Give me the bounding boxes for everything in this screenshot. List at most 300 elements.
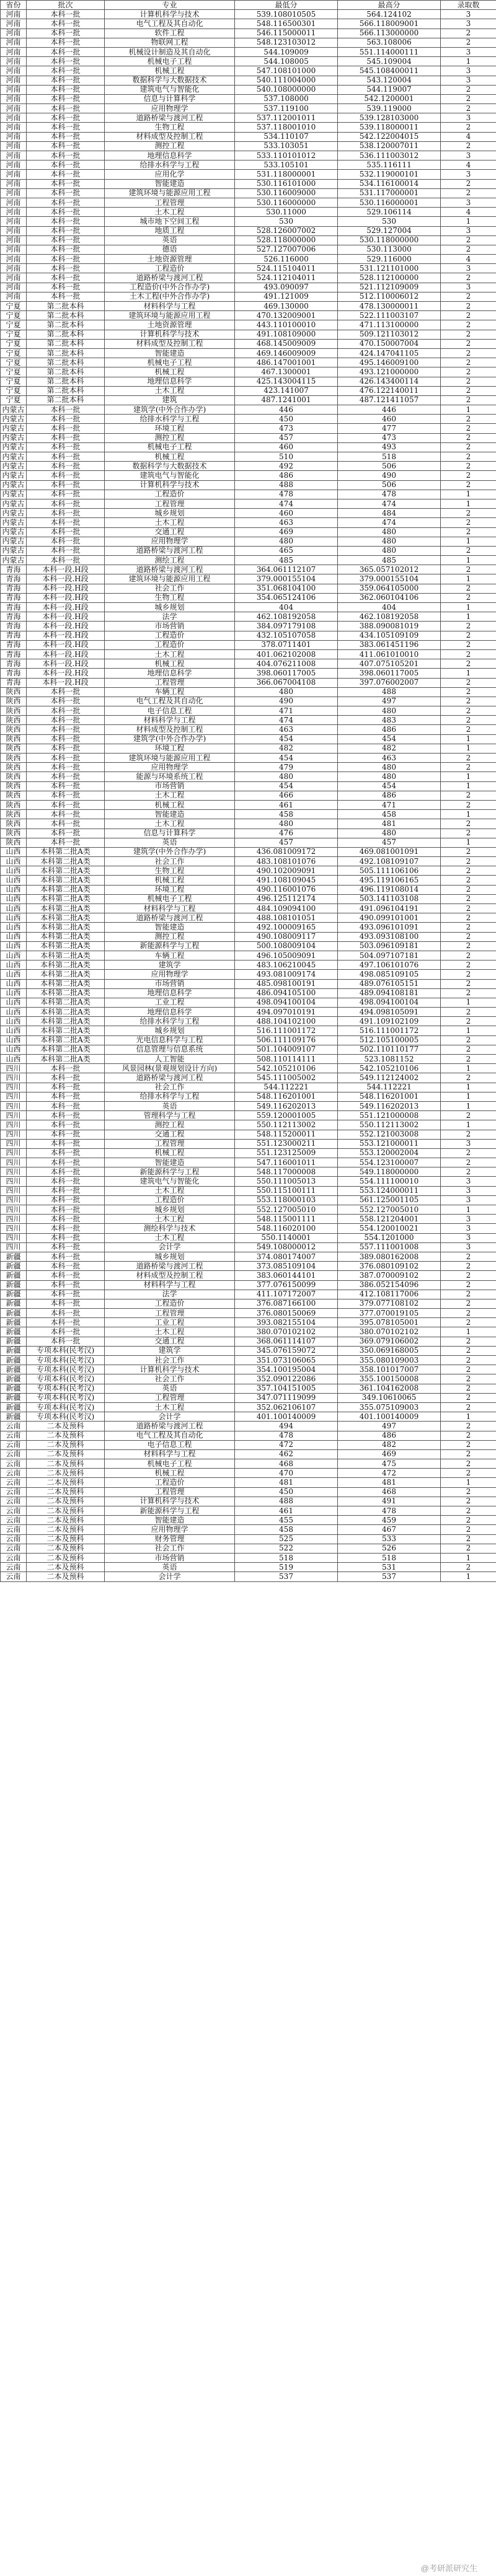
table-row [1, 283, 496, 292]
cell-major: 城乡规划 [105, 509, 235, 518]
cell-max-score: 355.080109003 [338, 1356, 441, 1365]
cell-batch: 二本及预科 [27, 1459, 105, 1469]
cell-min-score: 525 [235, 1534, 338, 1544]
cell-batch: 第二批本科 [27, 386, 105, 395]
cell-major: 工程造价 [105, 631, 235, 640]
cell-count: 2 [441, 358, 496, 367]
cell-province: 云南 [1, 1553, 27, 1562]
cell-province: 山西 [1, 923, 27, 932]
cell-batch: 二本及预科 [27, 1544, 105, 1553]
cell-max-score: 482 [338, 744, 441, 753]
cell-major: 材料科学与工程 [105, 1449, 235, 1459]
cell-max-score: 523.1081152 [338, 1055, 441, 1064]
cell-major: 土木工程 [105, 1186, 235, 1195]
cell-count: 2 [441, 1374, 496, 1384]
cell-min-score: 537.108000 [235, 94, 338, 103]
table-row [1, 377, 496, 386]
cell-count: 2 [441, 1422, 496, 1431]
table-row [1, 1525, 496, 1534]
cell-min-score: 540.108000000 [235, 85, 338, 94]
table-row [1, 1337, 496, 1346]
cell-major: 建筑环境与能源应用工程 [105, 311, 235, 320]
cell-province: 新疆 [1, 1412, 27, 1422]
cell-count: 2 [441, 1130, 496, 1139]
cell-batch: 本科第二批A类 [27, 1035, 105, 1045]
cell-batch: 本科一批 [27, 283, 105, 292]
cell-min-score: 368.061114107 [235, 1337, 338, 1346]
cell-batch: 本科一批 [27, 264, 105, 273]
cell-max-score: 551.114000111 [338, 47, 441, 56]
cell-max-score: 383.061451196 [338, 640, 441, 649]
cell-batch: 本科第二批A类 [27, 857, 105, 866]
cell-major: 新能源科学与工程 [105, 1167, 235, 1177]
cell-major: 土木工程(中外合作办学) [105, 292, 235, 301]
cell-province: 山西 [1, 857, 27, 866]
cell-major: 光电信息科学与工程 [105, 1035, 235, 1045]
table-row [1, 979, 496, 988]
cell-count: 4 [441, 208, 496, 217]
cell-max-score: 458 [338, 810, 441, 819]
table-row [1, 198, 496, 207]
cell-min-score: 550.115100111 [235, 1186, 338, 1195]
cell-batch: 本科一批 [27, 1327, 105, 1337]
cell-province: 四川 [1, 1158, 27, 1167]
cell-min-score: 461 [235, 1506, 338, 1516]
cell-max-score: 542.105210106 [338, 1064, 441, 1073]
cell-min-score: 446 [235, 405, 338, 415]
table-row [1, 1478, 496, 1487]
cell-batch: 本科一批 [27, 415, 105, 424]
cell-count: 2 [441, 377, 496, 386]
table-row [1, 1412, 496, 1422]
cell-min-score: 496.125112174 [235, 894, 338, 903]
cell-count: 2 [441, 941, 496, 951]
table-row [1, 1469, 496, 1478]
cell-major: 智能建造 [105, 179, 235, 188]
cell-min-score: 480 [235, 537, 338, 546]
cell-batch: 本科一批 [27, 188, 105, 198]
cell-province: 四川 [1, 1083, 27, 1092]
cell-min-score: 432.105107058 [235, 631, 338, 640]
cell-min-score: 530.11000 [235, 208, 338, 217]
cell-major: 土木工程 [105, 819, 235, 829]
cell-province: 河南 [1, 94, 27, 103]
cell-batch: 二本及预科 [27, 1553, 105, 1562]
cell-count: 2 [441, 1356, 496, 1365]
cell-batch: 本科一批 [27, 123, 105, 132]
cell-province: 四川 [1, 1101, 27, 1110]
cell-max-score: 480 [338, 537, 441, 546]
cell-count: 2 [441, 866, 496, 876]
cell-min-score: 478 [235, 1431, 338, 1440]
cell-province: 新疆 [1, 1309, 27, 1318]
cell-batch: 本科一批 [27, 1073, 105, 1083]
cell-min-score: 379.000155104 [235, 574, 338, 584]
cell-count: 2 [441, 565, 496, 574]
cell-province: 山西 [1, 913, 27, 923]
cell-batch: 本科一批 [27, 1101, 105, 1110]
cell-count: 2 [441, 38, 496, 47]
cell-max-score: 401.100140009 [338, 1412, 441, 1422]
cell-count: 1 [441, 537, 496, 546]
cell-province: 青海 [1, 593, 27, 602]
cell-major: 测控工程 [105, 1120, 235, 1130]
cell-batch: 本科一批 [27, 424, 105, 433]
cell-count: 2 [441, 1469, 496, 1478]
table-row [1, 706, 496, 716]
cell-major: 机械电子工程 [105, 894, 235, 903]
cell-max-score: 471.113100000 [338, 320, 441, 330]
cell-min-score: 491.108109000 [235, 330, 338, 339]
cell-max-score: 534.116100014 [338, 179, 441, 188]
table-row [1, 800, 496, 809]
cell-max-score: 474 [338, 499, 441, 508]
cell-batch: 第二批本科 [27, 302, 105, 311]
cell-major: 电气工程及其自动化 [105, 19, 235, 29]
cell-min-score: 524.115104011 [235, 264, 338, 273]
cell-major: 智能建造 [105, 923, 235, 932]
cell-batch: 本科一批 [27, 132, 105, 141]
cell-count: 2 [441, 1271, 496, 1280]
cell-major: 地理信息科学 [105, 377, 235, 386]
table-row [1, 170, 496, 179]
cell-min-score: 534.110107 [235, 132, 338, 141]
cell-min-score: 460 [235, 442, 338, 452]
cell-min-score: 478 [235, 490, 338, 499]
cell-count: 1 [441, 57, 496, 66]
cell-count: 2 [441, 1459, 496, 1469]
cell-province: 陕西 [1, 781, 27, 791]
cell-max-score: 518 [338, 452, 441, 462]
cell-province: 河南 [1, 141, 27, 151]
cell-batch: 本科第二批A类 [27, 998, 105, 1007]
cell-max-score: 504.097107181 [338, 951, 441, 960]
cell-batch: 第二批本科 [27, 367, 105, 377]
cell-max-score: 539.128103000 [338, 113, 441, 123]
cell-min-score: 540.111004000 [235, 76, 338, 85]
cell-major: 计算机科学与技术 [105, 480, 235, 490]
cell-province: 云南 [1, 1516, 27, 1525]
cell-min-score: 374.080174007 [235, 1252, 338, 1261]
table-row [1, 612, 496, 622]
cell-max-score: 495.119106165 [338, 876, 441, 885]
cell-max-score: 536.111003012 [338, 151, 441, 160]
cell-count: 3 [441, 1224, 496, 1233]
cell-max-score: 549.112124002 [338, 1073, 441, 1083]
cell-province: 青海 [1, 622, 27, 631]
cell-count: 2 [441, 970, 496, 979]
table-row [1, 866, 496, 876]
cell-min-score: 553.118000103 [235, 1195, 338, 1205]
cell-count: 1 [441, 810, 496, 819]
cell-count: 2 [441, 442, 496, 452]
table-row [1, 1130, 496, 1139]
cell-major: 材料科学与工程 [105, 716, 235, 725]
table-row [1, 1544, 496, 1553]
cell-major: 建筑学(中外合作办学) [105, 734, 235, 744]
cell-batch: 本科一批 [27, 217, 105, 226]
cell-count: 1 [441, 499, 496, 508]
cell-min-score: 486.147001001 [235, 358, 338, 367]
cell-max-score: 483 [338, 716, 441, 725]
cell-province: 青海 [1, 565, 27, 574]
cell-count: 4 [441, 160, 496, 170]
cell-count: 1 [441, 772, 496, 781]
cell-province: 青海 [1, 603, 27, 612]
cell-min-score: 376.087166100 [235, 1299, 338, 1308]
cell-province: 四川 [1, 1186, 27, 1195]
cell-province: 陕西 [1, 772, 27, 781]
cell-major: 城乡规划 [105, 1026, 235, 1035]
cell-province: 宁夏 [1, 377, 27, 386]
cell-province: 青海 [1, 612, 27, 622]
cell-count: 3 [441, 1215, 496, 1224]
cell-major: 建筑环境与能源应用工程 [105, 754, 235, 763]
cell-min-score: 474 [235, 499, 338, 508]
table-row [1, 537, 496, 546]
cell-major: 机械工程 [105, 876, 235, 885]
cell-province: 河南 [1, 273, 27, 283]
cell-min-score: 466 [235, 791, 338, 800]
cell-min-score: 357.104151005 [235, 1384, 338, 1393]
cell-batch: 本科一段.H段 [27, 659, 105, 669]
cell-max-score: 361.104162008 [338, 1384, 441, 1393]
cell-min-score: 494 [235, 1422, 338, 1431]
cell-batch: 第二批本科 [27, 311, 105, 320]
cell-major: 测控工程 [105, 932, 235, 941]
cell-min-score: 527.127007006 [235, 245, 338, 254]
cell-batch: 本科第二批A类 [27, 1055, 105, 1064]
cell-min-score: 354.065124106 [235, 593, 338, 602]
cell-min-score: 486.094105100 [235, 988, 338, 998]
cell-province: 内蒙古 [1, 433, 27, 442]
cell-major: 信息与计算科学 [105, 829, 235, 838]
cell-max-score: 488 [338, 687, 441, 697]
cell-major: 道路桥梁与渡河工程 [105, 565, 235, 574]
table-row [1, 622, 496, 631]
cell-min-score: 351.068104100 [235, 584, 338, 593]
cell-min-score: 347.071119099 [235, 1393, 338, 1402]
table-row [1, 330, 496, 339]
cell-province: 河南 [1, 113, 27, 123]
cell-major: 城乡规划 [105, 1252, 235, 1261]
cell-max-score: 566.113000000 [338, 29, 441, 38]
cell-max-score: 365.057102012 [338, 565, 441, 574]
cell-batch: 专项本科(民考汉) [27, 1374, 105, 1384]
cell-count: 2 [441, 188, 496, 198]
cell-province: 宁夏 [1, 367, 27, 377]
cell-batch: 第二批本科 [27, 358, 105, 367]
cell-batch: 本科一批 [27, 1195, 105, 1205]
cell-count: 2 [441, 1440, 496, 1449]
table-row [1, 1440, 496, 1449]
cell-province: 山西 [1, 894, 27, 903]
cell-province: 河南 [1, 245, 27, 254]
cell-province: 内蒙古 [1, 556, 27, 565]
cell-major: 城乡规划 [105, 603, 235, 612]
cell-min-score: 436.081009172 [235, 847, 338, 856]
cell-count: 2 [441, 1290, 496, 1299]
cell-province: 山西 [1, 1035, 27, 1045]
cell-province: 山西 [1, 932, 27, 941]
cell-min-score: 487.1241001 [235, 395, 338, 405]
cell-major: 风景园林(景观规划设计方向) [105, 1064, 235, 1073]
cell-count: 2 [441, 687, 496, 697]
cell-batch: 本科一批 [27, 471, 105, 480]
cell-min-score: 518 [235, 1553, 338, 1562]
cell-major: 材料成型及控制工程 [105, 339, 235, 348]
cell-province: 内蒙古 [1, 546, 27, 555]
cell-province: 云南 [1, 1487, 27, 1497]
cell-province: 河南 [1, 132, 27, 141]
cell-max-score: 530.118000000 [338, 235, 441, 245]
cell-max-score: 355.075109003 [338, 1402, 441, 1412]
cell-major: 法学 [105, 612, 235, 622]
cell-major: 机械工程 [105, 66, 235, 76]
cell-min-score: 548.115001111 [235, 1215, 338, 1224]
cell-max-score: 480 [338, 772, 441, 781]
cell-batch: 专项本科(民考汉) [27, 1393, 105, 1402]
cell-min-score: 354.100195004 [235, 1365, 338, 1374]
cell-count: 2 [441, 1280, 496, 1290]
cell-max-score: 446 [338, 405, 441, 415]
cell-count: 1 [441, 669, 496, 678]
cell-province: 内蒙古 [1, 518, 27, 527]
cell-min-score: 469.146009009 [235, 348, 338, 358]
cell-major: 城市地下空间工程 [105, 217, 235, 226]
cell-min-score: 467.1300001 [235, 367, 338, 377]
table-row [1, 697, 496, 706]
cell-province: 四川 [1, 1148, 27, 1158]
table-row [1, 923, 496, 932]
table-row [1, 678, 496, 687]
cell-major: 会计学 [105, 1412, 235, 1422]
cell-max-score: 554.123100007 [338, 1158, 441, 1167]
cell-count: 2 [441, 763, 496, 772]
cell-count: 2 [441, 631, 496, 640]
cell-major: 社会工作 [105, 1356, 235, 1365]
cell-count: 1 [441, 1205, 496, 1215]
cell-batch: 本科一批 [27, 1318, 105, 1327]
table-row [1, 151, 496, 160]
cell-count: 2 [441, 829, 496, 838]
table-row [1, 1186, 496, 1195]
table-row [1, 1017, 496, 1026]
cell-major: 应用化学 [105, 170, 235, 179]
table-row [1, 970, 496, 979]
cell-province: 陕西 [1, 706, 27, 716]
cell-max-score: 553.120002004 [338, 1148, 441, 1158]
cell-min-score: 377.076150099 [235, 1280, 338, 1290]
cell-min-score: 443.110100010 [235, 320, 338, 330]
cell-max-score: 389.080162008 [338, 1252, 441, 1261]
cell-min-score: 471 [235, 706, 338, 716]
cell-province: 新疆 [1, 1252, 27, 1261]
cell-major: 车辆工程 [105, 687, 235, 697]
table-row [1, 1356, 496, 1365]
cell-count: 3 [441, 170, 496, 179]
cell-min-score: 401.100140009 [235, 1412, 338, 1422]
cell-batch: 本科第二批A类 [27, 847, 105, 856]
cell-batch: 本科第二批A类 [27, 951, 105, 960]
cell-max-score: 493.093108100 [338, 932, 441, 941]
cell-batch: 本科一批 [27, 1299, 105, 1308]
cell-max-score: 549.116202013 [338, 1101, 441, 1110]
cell-province: 云南 [1, 1525, 27, 1534]
cell-province: 云南 [1, 1544, 27, 1553]
cell-count: 2 [441, 1167, 496, 1177]
cell-max-score: 457 [338, 838, 441, 847]
cell-province: 云南 [1, 1459, 27, 1469]
table-row [1, 1318, 496, 1327]
table-row [1, 1280, 496, 1290]
cell-major: 能源与环境系统工程 [105, 772, 235, 781]
table-row [1, 123, 496, 132]
cell-batch: 本科一批 [27, 179, 105, 188]
cell-province: 新疆 [1, 1346, 27, 1355]
cell-major: 生物工程 [105, 593, 235, 602]
cell-batch: 本科一批 [27, 208, 105, 217]
cell-count: 2 [441, 292, 496, 301]
cell-province: 山西 [1, 1008, 27, 1017]
cell-min-score: 530.116101000 [235, 179, 338, 188]
cell-major: 土木工程 [105, 1233, 235, 1242]
table-row [1, 847, 496, 856]
cell-min-score: 461 [235, 800, 338, 809]
cell-major: 土木工程 [105, 1215, 235, 1224]
cell-major: 社会工作 [105, 1374, 235, 1384]
cell-count: 3 [441, 283, 496, 292]
cell-min-score: 551.123000211 [235, 1139, 338, 1148]
cell-count: 2 [441, 1055, 496, 1064]
cell-batch: 本科一批 [27, 1224, 105, 1233]
cell-batch: 本科一批 [27, 151, 105, 160]
cell-count: 1 [441, 838, 496, 847]
cell-max-score: 474 [338, 518, 441, 527]
cell-max-score: 398.060117005 [338, 669, 441, 678]
table-row [1, 1534, 496, 1544]
cell-count: 2 [441, 1365, 496, 1374]
cell-min-score: 533.110101012 [235, 151, 338, 160]
table-row [1, 1158, 496, 1167]
cell-count: 1 [441, 612, 496, 622]
table-row [1, 113, 496, 123]
table-row [1, 1148, 496, 1158]
cell-count: 1 [441, 1120, 496, 1130]
cell-min-score: 550.111005013 [235, 1177, 338, 1186]
cell-major: 道路桥梁与渡河工程 [105, 273, 235, 283]
cell-province: 陕西 [1, 744, 27, 753]
table-row [1, 527, 496, 537]
cell-max-score: 484 [338, 509, 441, 518]
cell-max-score: 516.111001172 [338, 1026, 441, 1035]
cell-min-score: 470.132009001 [235, 311, 338, 320]
table-row [1, 405, 496, 415]
cell-count: 2 [441, 1008, 496, 1017]
cell-max-score: 537 [338, 1572, 441, 1581]
cell-max-score: 480 [338, 829, 441, 838]
cell-max-score: 362.060104106 [338, 593, 441, 602]
cell-province: 宁夏 [1, 311, 27, 320]
cell-batch: 本科一批 [27, 1064, 105, 1073]
cell-province: 河南 [1, 170, 27, 179]
cell-count: 2 [441, 85, 496, 94]
cell-major: 地质工程 [105, 226, 235, 235]
cell-min-score: 462 [235, 1449, 338, 1459]
cell-batch: 本科第二批A类 [27, 970, 105, 979]
cell-min-score: 548.116020100 [235, 1224, 338, 1233]
cell-batch: 本科一批 [27, 490, 105, 499]
